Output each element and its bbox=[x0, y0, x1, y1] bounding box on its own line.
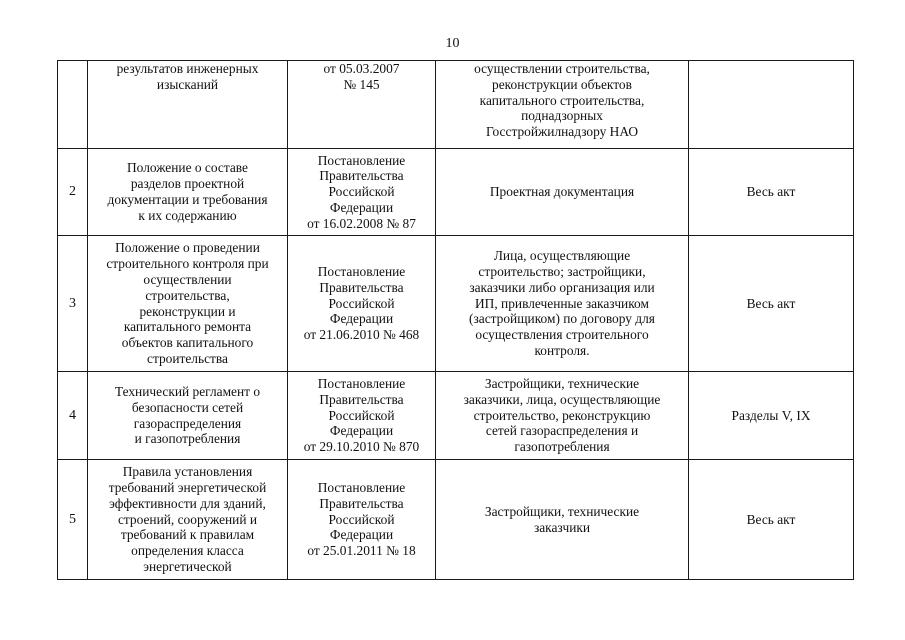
act-reference: Постановление Правительства Российской Федерации от 16.02.2008 № 87 bbox=[288, 149, 436, 236]
table-row bbox=[58, 61, 854, 149]
scope-text: осуществлении строительства, реконструкции объектов капитального строительства, поднадзорных Госстройжилнадзору НАО bbox=[436, 61, 689, 149]
page-number: 10 bbox=[445, 36, 460, 51]
document-title: Технический регламент о безопасности сетей газораспределения и газопотребления bbox=[88, 372, 288, 460]
table-row bbox=[58, 149, 854, 236]
row-number: 4 bbox=[58, 372, 88, 460]
table-row bbox=[58, 460, 854, 580]
applicability bbox=[689, 61, 854, 149]
scope-text: Лица, осуществляющие строительство; застройщики, заказчики либо организация или ИП, привлеченные заказчиком (застройщиком) по договору для осуществления строительного контроля. bbox=[436, 236, 689, 372]
regulations-table bbox=[57, 60, 854, 580]
applicability: Разделы V, IX bbox=[689, 372, 854, 460]
scope-text: Застройщики, технические заказчики bbox=[436, 460, 689, 580]
scope-text: Застройщики, технические заказчики, лица, осуществляющие строительство, реконструкцию сетей газораспределения и газопотребления bbox=[436, 372, 689, 460]
row-number: 2 bbox=[58, 149, 88, 236]
applicability: Весь акт bbox=[689, 460, 854, 580]
row-number: 3 bbox=[58, 236, 88, 372]
table-row bbox=[58, 372, 854, 460]
row-number bbox=[58, 61, 88, 149]
applicability: Весь акт bbox=[689, 149, 854, 236]
scope-text: Проектная документация bbox=[436, 149, 689, 236]
row-number: 5 bbox=[58, 460, 88, 580]
table-row bbox=[58, 236, 854, 372]
act-reference: Постановление Правительства Российской Федерации от 25.01.2011 № 18 bbox=[288, 460, 436, 580]
applicability: Весь акт bbox=[689, 236, 854, 372]
act-reference: от 05.03.2007 № 145 bbox=[288, 61, 436, 149]
act-reference: Постановление Правительства Российской Федерации от 29.10.2010 № 870 bbox=[288, 372, 436, 460]
document-title: результатов инженерных изысканий bbox=[88, 61, 288, 149]
document-title: Положение о проведении строительного контроля при осуществлении строительства, реконструкции и капитального ремонта объектов капитального строительства bbox=[88, 236, 288, 372]
document-title: Положение о составе разделов проектной документации и требования к их содержанию bbox=[88, 149, 288, 236]
act-reference: Постановление Правительства Российской Федерации от 21.06.2010 № 468 bbox=[288, 236, 436, 372]
document-title: Правила установления требований энергетической эффективности для зданий, строений, сооружений и требований к правилам определения класса энергетической bbox=[88, 460, 288, 580]
